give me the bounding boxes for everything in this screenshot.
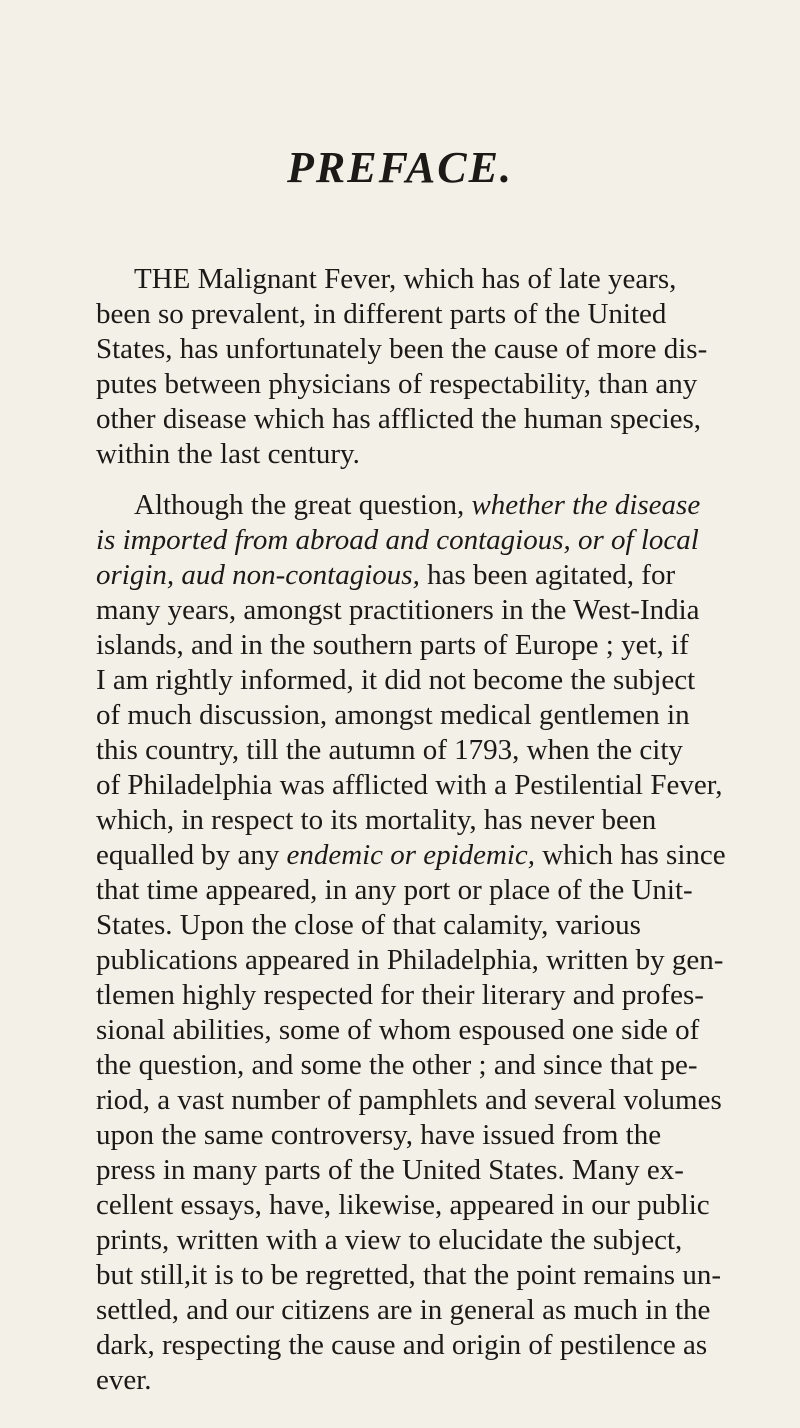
page-title: PREFACE. [287, 143, 513, 192]
text-line: sional abilities, some of whom espoused one side of [96, 1014, 700, 1046]
italic-text: is imported from abroad and contagious, or of local [96, 524, 699, 556]
italic-text: endemic or epidemic, [286, 839, 535, 871]
text-span: has been agitated, for [419, 559, 676, 591]
text-line [96, 523, 699, 557]
text-span: which has since [534, 839, 726, 871]
text-line [96, 558, 675, 592]
text-line: of Philadelphia was afflicted with a Pestilential Fever, [96, 769, 723, 801]
text-line: upon the same controversy, have issued from the [96, 1119, 662, 1151]
text-line: riod, a vast number of pamphlets and several volumes [96, 1084, 722, 1116]
text-line: putes between physicians of respectability, than any [96, 368, 698, 400]
text-line: within the last century. [96, 438, 360, 470]
text-line: press in many parts of the United States. Many ex- [96, 1154, 684, 1186]
text-line: dark, respecting the cause and origin of pestilence as [96, 1329, 708, 1361]
text-line: THE Malignant Fever, which has of late years, [134, 263, 677, 295]
text-line: which, in respect to its mortality, has never been [96, 804, 657, 836]
text-line: ever. [96, 1364, 152, 1396]
text-line: cellent essays, have, likewise, appeared in our public [96, 1189, 710, 1221]
italic-text: origin, aud non-contagious, [96, 559, 420, 591]
text-line: settled, and our citizens are in general as much in the [96, 1294, 711, 1326]
text-line: of much discussion, amongst medical gentlemen in [96, 699, 690, 731]
text-line [134, 488, 700, 522]
text-span: Although the great question, [134, 489, 472, 521]
text-line: the question, and some the other ; and since that pe- [96, 1049, 698, 1081]
text-line: States. Upon the close of that calamity, various [96, 909, 641, 941]
text-line: I am rightly informed, it did not become the subject [96, 664, 696, 696]
text-line: islands, and in the southern parts of Europe ; yet, if [96, 629, 689, 661]
text-line: been so prevalent, in different parts of the United [96, 298, 667, 330]
text-span: equalled by any [96, 839, 287, 871]
text-line: publications appeared in Philadelphia, written by gen- [96, 944, 724, 976]
italic-text: whether the disease [471, 489, 701, 521]
text-line: prints, written with a view to elucidate the subject, [96, 1224, 683, 1256]
text-line [96, 838, 726, 872]
text-line: other disease which has afflicted the human species, [96, 403, 702, 435]
text-line: this country, till the autumn of 1793, when the city [96, 734, 683, 766]
text-line: but still,it is to be regretted, that the point remains un- [96, 1259, 721, 1291]
text-line: many years, amongst practitioners in the West-India [96, 594, 700, 626]
text-line: that time appeared, in any port or place of the Unit- [96, 874, 693, 906]
text-line: States, has unfortunately been the cause of more dis- [96, 333, 708, 365]
text-line: tlemen highly respected for their literary and profes- [96, 979, 704, 1011]
